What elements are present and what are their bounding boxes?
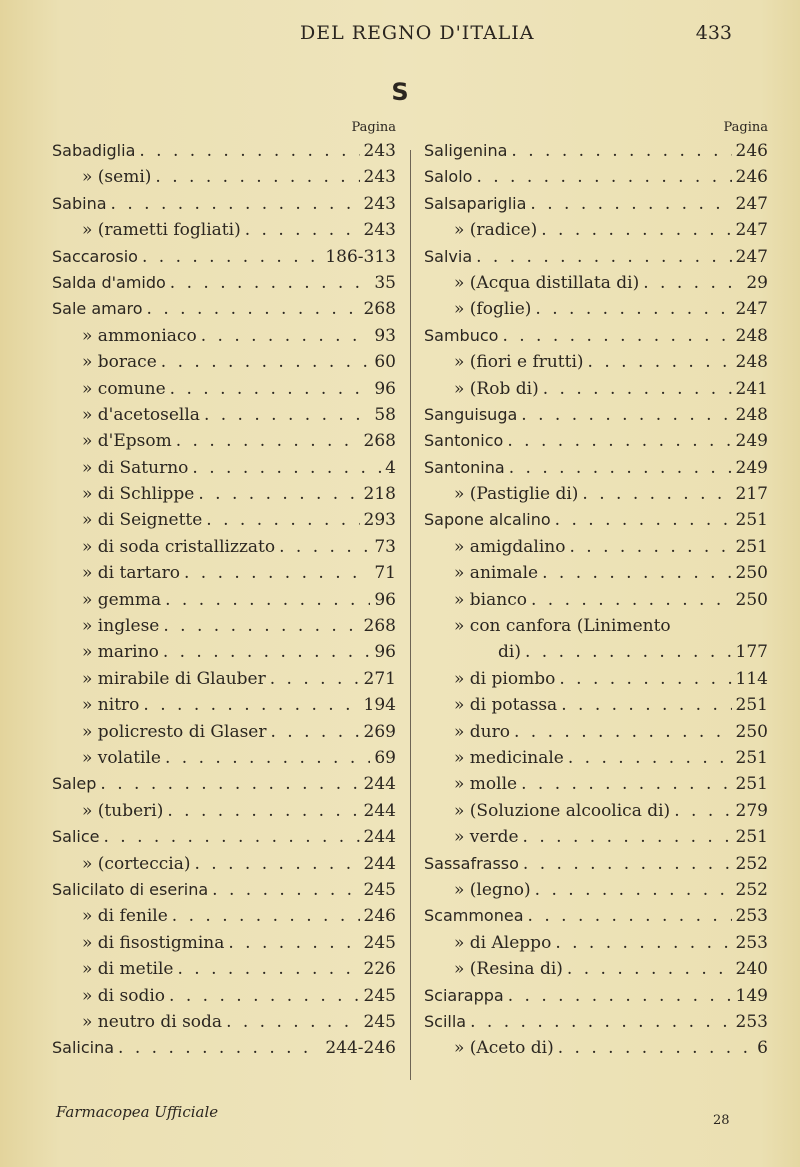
entry-term: » (Acqua distillata di) <box>454 272 640 293</box>
dot-leader <box>157 349 371 375</box>
dot-leader <box>222 1009 359 1035</box>
entry-page-number: 247 <box>735 299 768 320</box>
index-entry <box>424 455 768 481</box>
entry-term: » mirabile di Glauber <box>82 668 266 689</box>
index-entries-right <box>424 138 768 1062</box>
entry-term: » di Seignette <box>82 510 203 531</box>
entry-term: » borace <box>82 352 157 373</box>
dot-leader <box>519 824 732 850</box>
dot-leader <box>190 851 359 877</box>
dot-leader <box>202 507 359 533</box>
entry-page-number: 244 <box>363 853 396 874</box>
index-entry <box>52 771 396 797</box>
dot-leader <box>554 1035 753 1061</box>
index-entry <box>424 349 768 375</box>
index-entry <box>52 639 396 665</box>
index-entry <box>52 798 396 824</box>
entry-term: Salvia <box>424 246 473 266</box>
dot-leader <box>107 191 360 217</box>
entry-term: » (Soluzione alcoolica di) <box>454 800 671 821</box>
entry-page-number: 293 <box>363 510 396 531</box>
entry-page-number: 250 <box>735 589 768 610</box>
entry-page-number: 248 <box>735 352 768 373</box>
entry-page-number: 251 <box>735 827 768 848</box>
entry-term: Sambuco <box>424 325 499 345</box>
index-entry <box>424 666 768 692</box>
entry-term: Saccarosio <box>52 246 138 266</box>
entry-term: » (corteccia) <box>82 853 191 874</box>
index-entry <box>424 481 768 507</box>
column-heading: Pagina <box>723 120 768 135</box>
entry-page-number: 240 <box>735 959 768 980</box>
index-entry <box>424 270 768 296</box>
entry-term: » inglese <box>82 616 160 637</box>
entry-page-number: 247 <box>735 220 768 241</box>
entry-page-number: 252 <box>735 853 768 874</box>
entry-page-number: 268 <box>363 616 396 637</box>
dot-leader <box>538 560 731 586</box>
index-column-right <box>424 118 768 1062</box>
dot-leader <box>139 692 359 718</box>
entry-page-number: 250 <box>735 563 768 584</box>
entry-page-number: 71 <box>374 563 396 584</box>
entry-term: » policresto di Glaser <box>82 721 267 742</box>
entry-page-number <box>764 613 768 639</box>
entry-term: » (tuberi) <box>82 800 164 821</box>
entry-page-number: 245 <box>363 932 396 953</box>
entry-term: » neutro di soda <box>82 1011 223 1032</box>
index-entry <box>52 983 396 1009</box>
entry-term: » d'acetosella <box>82 404 200 425</box>
index-entry <box>424 138 768 164</box>
index-entry <box>424 719 768 745</box>
entry-term: Sabadiglia <box>52 141 136 160</box>
entry-term: » (fiori e frutti) <box>454 352 584 373</box>
entry-term: Sassafrasso <box>424 853 519 873</box>
index-entry <box>424 323 768 349</box>
dot-leader <box>197 323 371 349</box>
entry-page-number: 69 <box>374 747 396 768</box>
column-divider <box>410 150 411 1080</box>
sheet-number: 28 <box>713 1113 730 1128</box>
entry-term: Sale amaro <box>52 299 143 319</box>
dot-leader <box>578 481 731 507</box>
entry-page-number: 4 <box>385 457 396 478</box>
entry-term: » di Saturno <box>82 457 189 478</box>
entry-term: » gemma <box>82 589 162 610</box>
dot-leader <box>166 270 371 296</box>
entry-page-number: 35 <box>374 272 396 293</box>
index-entry <box>52 745 396 771</box>
entry-term: » di fisostigmina <box>82 932 225 953</box>
dot-leader <box>565 534 731 560</box>
entry-page-number: 177 <box>735 642 768 663</box>
dot-leader <box>505 455 732 481</box>
entry-page-number: 60 <box>374 352 396 373</box>
entry-page-number: 194 <box>363 695 396 716</box>
index-entry <box>424 164 768 190</box>
dot-leader <box>504 983 732 1009</box>
index-entry <box>424 534 768 560</box>
dot-leader <box>498 323 731 349</box>
dot-leader <box>114 1035 321 1061</box>
entry-page-number: 246 <box>735 141 768 161</box>
entry-page-number: 245 <box>363 985 396 1006</box>
entry-term: Salicilato di eserina <box>52 879 209 899</box>
entry-page-number: 244-246 <box>325 1038 396 1059</box>
entry-term: » comune <box>82 378 166 399</box>
dot-leader <box>517 402 731 428</box>
index-entry <box>52 191 396 217</box>
index-entry <box>424 983 768 1009</box>
entry-page-number: 244 <box>363 800 396 821</box>
entry-term: Salda d'amido <box>52 272 166 292</box>
entry-page-number: 96 <box>374 642 396 663</box>
index-entry <box>52 507 396 533</box>
entry-term: » di tartaro <box>82 563 180 584</box>
index-entry <box>424 692 768 718</box>
dot-leader <box>537 217 731 243</box>
entry-term: » molle <box>454 774 518 795</box>
entry-term: » di Schlippe <box>82 484 195 505</box>
dot-leader <box>172 428 360 454</box>
entry-term: Santonico <box>424 431 504 451</box>
index-entry <box>52 851 396 877</box>
entry-term: » (Resina di) <box>454 959 563 980</box>
index-entry <box>52 217 396 243</box>
entry-page-number: 149 <box>735 985 768 1006</box>
dot-leader <box>670 798 731 824</box>
index-entry <box>52 534 396 560</box>
index-entry <box>52 560 396 586</box>
entry-term: » bianco <box>454 589 527 610</box>
entry-term: » (foglie) <box>454 299 532 320</box>
dot-leader <box>241 217 360 243</box>
footer-title: Farmacopea Ufficiale <box>56 1103 219 1121</box>
dot-leader <box>135 138 359 164</box>
entry-page-number: 250 <box>735 721 768 742</box>
entry-term: » (legno) <box>454 879 531 900</box>
entry-term: » verde <box>454 827 519 848</box>
dot-leader <box>173 956 359 982</box>
entry-term: » (Pastiglie di) <box>454 484 579 505</box>
dot-leader <box>200 402 370 428</box>
entry-page-number: 218 <box>363 484 396 505</box>
entry-page-number: 271 <box>363 668 396 689</box>
dot-leader <box>564 745 732 771</box>
dot-leader <box>472 244 731 270</box>
entry-page-number: 253 <box>735 932 768 953</box>
index-entry <box>52 1035 396 1061</box>
page-header <box>0 22 800 52</box>
entry-term: Salsapariglia <box>424 193 527 213</box>
entry-term: » amigdalino <box>454 536 566 557</box>
dot-leader <box>159 639 371 665</box>
dot-leader <box>138 244 321 270</box>
dot-leader <box>96 771 359 797</box>
entry-term: » di sodio <box>82 985 166 1006</box>
index-entry <box>424 956 768 982</box>
dot-leader <box>194 481 359 507</box>
dot-leader <box>208 877 359 903</box>
index-entry <box>52 719 396 745</box>
index-entry <box>424 296 768 322</box>
dot-leader <box>531 877 732 903</box>
entry-term: Salep <box>52 774 97 794</box>
entry-page-number: 251 <box>735 510 768 531</box>
entry-term: di) <box>498 642 521 663</box>
entry-page-number: 246 <box>735 167 768 188</box>
entry-term: » d'Epsom <box>82 431 172 452</box>
index-entry <box>52 455 396 481</box>
dot-leader <box>161 745 370 771</box>
entry-page-number: 251 <box>735 774 768 795</box>
dot-leader <box>510 719 732 745</box>
index-entry <box>424 1035 768 1061</box>
entry-page-number: 241 <box>735 378 768 399</box>
index-entry <box>424 560 768 586</box>
index-entry <box>424 771 768 797</box>
dot-leader <box>507 138 731 164</box>
index-entry <box>52 296 396 322</box>
dot-leader <box>503 428 731 454</box>
index-entry <box>424 217 768 243</box>
dot-leader <box>180 560 370 586</box>
entry-page-number: 96 <box>374 378 396 399</box>
index-entry <box>52 692 396 718</box>
index-column-left <box>52 118 396 1062</box>
entry-page-number: 251 <box>735 536 768 557</box>
index-entry <box>424 191 768 217</box>
index-entry <box>52 349 396 375</box>
entry-page-number: 248 <box>735 404 768 425</box>
index-entry <box>52 587 396 613</box>
entry-page-number: 248 <box>735 325 768 346</box>
dot-leader <box>671 613 764 639</box>
entry-page-number: 243 <box>363 167 396 188</box>
entry-page-number: 29 <box>746 272 768 293</box>
index-entry <box>52 666 396 692</box>
index-entry <box>52 244 396 270</box>
page-number: 433 <box>695 22 732 44</box>
index-entry <box>424 402 768 428</box>
index-entry <box>52 613 396 639</box>
entry-page-number: 246 <box>363 906 396 927</box>
index-entry <box>424 376 768 402</box>
index-entry <box>52 481 396 507</box>
section-letter: S <box>391 78 409 106</box>
entry-term: » (Rob di) <box>454 378 539 399</box>
entry-term: » volatile <box>82 747 161 768</box>
index-entry <box>52 903 396 929</box>
entry-term: » (radice) <box>454 220 538 241</box>
dot-leader <box>168 903 360 929</box>
entry-page-number: 217 <box>735 484 768 505</box>
entry-term: Scilla <box>424 1011 467 1031</box>
dot-leader <box>539 376 732 402</box>
index-entry <box>52 1009 396 1035</box>
index-entry <box>424 851 768 877</box>
dot-leader <box>519 851 732 877</box>
index-entry <box>52 270 396 296</box>
dot-leader <box>188 455 381 481</box>
index-entry <box>52 824 396 850</box>
index-entry <box>424 1009 768 1035</box>
entry-term: » nitro <box>82 695 140 716</box>
entry-term: » con canfora (Linimento <box>454 616 671 637</box>
entry-page-number: 268 <box>363 431 396 452</box>
entry-term: » di piombo <box>454 668 556 689</box>
entry-page-number: 253 <box>735 1011 768 1032</box>
dot-leader <box>555 666 731 692</box>
entry-page-number: 245 <box>363 879 396 900</box>
index-entry <box>52 323 396 349</box>
dot-leader <box>524 903 732 929</box>
entry-term: Saligenina <box>424 141 508 160</box>
index-entry <box>424 613 768 639</box>
entry-term: » di soda cristallizzato <box>82 536 276 557</box>
dot-leader <box>526 191 731 217</box>
index-entry <box>52 376 396 402</box>
entry-page-number: 244 <box>363 827 396 848</box>
page-footer <box>56 1103 756 1133</box>
index-entry <box>424 745 768 771</box>
index-entry <box>424 587 768 613</box>
dot-leader <box>159 613 359 639</box>
entry-page-number: 6 <box>757 1038 768 1059</box>
entry-term: » (semi) <box>82 167 152 188</box>
entry-term: Salicina <box>52 1038 115 1058</box>
index-entry <box>424 428 768 454</box>
dot-leader <box>551 930 731 956</box>
dot-leader <box>472 164 731 190</box>
index-entry <box>424 507 768 533</box>
entry-term: Sapone alcalino <box>424 510 551 530</box>
index-entry <box>424 877 768 903</box>
entry-term: Salolo <box>424 167 473 187</box>
entry-page-number: 252 <box>735 879 768 900</box>
entry-page-number: 73 <box>374 536 396 557</box>
index-entry <box>424 639 768 665</box>
entry-term: Scammonea <box>424 906 524 926</box>
entry-page-number: 247 <box>735 246 768 267</box>
dot-leader <box>165 983 360 1009</box>
entry-page-number: 186-313 <box>325 246 396 267</box>
entry-term: » marino <box>82 642 159 663</box>
entry-page-number: 245 <box>363 1011 396 1032</box>
index-entry <box>52 428 396 454</box>
entry-page-number: 93 <box>374 325 396 346</box>
index-entry <box>424 903 768 929</box>
dot-leader <box>466 1009 731 1035</box>
dot-leader <box>527 587 732 613</box>
entry-page-number: 243 <box>363 220 396 241</box>
entry-page-number: 58 <box>374 404 396 425</box>
index-entry <box>424 930 768 956</box>
entry-page-number: 243 <box>363 193 396 214</box>
running-title: DEL REGNO D'ITALIA <box>300 22 535 44</box>
entry-page-number: 251 <box>735 747 768 768</box>
dot-leader <box>557 692 731 718</box>
entry-term: Sanguisuga <box>424 404 518 424</box>
dot-leader <box>266 666 360 692</box>
entry-page-number: 96 <box>374 589 396 610</box>
index-entry <box>52 164 396 190</box>
entry-term: Sabina <box>52 193 107 213</box>
index-entry <box>52 402 396 428</box>
dot-leader <box>163 798 359 824</box>
entry-page-number: 249 <box>735 431 768 452</box>
entry-term: » (rametti fogliati) <box>82 220 241 241</box>
entry-page-number: 279 <box>735 800 768 821</box>
dot-leader <box>563 956 732 982</box>
entry-term: Sciarappa <box>424 985 504 1005</box>
dot-leader <box>151 164 359 190</box>
entry-term: Salice <box>52 827 100 847</box>
index-entry <box>424 824 768 850</box>
index-entry <box>52 138 396 164</box>
dot-leader <box>275 534 370 560</box>
column-heading: Pagina <box>351 120 396 135</box>
entry-page-number: 114 <box>735 668 768 689</box>
entry-page-number: 253 <box>735 906 768 927</box>
entry-term: » (Aceto di) <box>454 1038 554 1059</box>
dot-leader <box>551 507 732 533</box>
entry-page-number: 247 <box>735 193 768 214</box>
dot-leader <box>161 587 370 613</box>
index-entries-left <box>52 138 396 1062</box>
entry-page-number: 243 <box>363 141 396 161</box>
dot-leader <box>143 296 360 322</box>
dot-leader <box>521 639 732 665</box>
entry-term: » ammoniaco <box>82 325 197 346</box>
entry-page-number: 268 <box>363 299 396 320</box>
entry-page-number: 244 <box>363 774 396 795</box>
entry-page-number: 226 <box>363 959 396 980</box>
dot-leader <box>517 771 731 797</box>
index-entry <box>52 956 396 982</box>
entry-term: » animale <box>454 563 539 584</box>
entry-term: » di potassa <box>454 695 558 716</box>
entry-term: » duro <box>454 721 510 742</box>
entry-term: » di Aleppo <box>454 932 552 953</box>
entry-term: » di fenile <box>82 906 168 927</box>
entry-page-number: 251 <box>735 695 768 716</box>
dot-leader <box>267 719 360 745</box>
dot-leader <box>100 824 360 850</box>
dot-leader <box>531 296 731 322</box>
index-entry <box>52 930 396 956</box>
entry-term: » di metile <box>82 959 174 980</box>
index-entry <box>424 798 768 824</box>
dot-leader <box>639 270 742 296</box>
entry-page-number: 249 <box>735 457 768 478</box>
index-entry <box>52 877 396 903</box>
dot-leader <box>584 349 732 375</box>
dot-leader <box>166 376 371 402</box>
entry-term: Santonina <box>424 457 505 477</box>
dot-leader <box>224 930 359 956</box>
entry-page-number: 269 <box>363 721 396 742</box>
index-entry <box>424 244 768 270</box>
entry-term: » medicinale <box>454 747 564 768</box>
